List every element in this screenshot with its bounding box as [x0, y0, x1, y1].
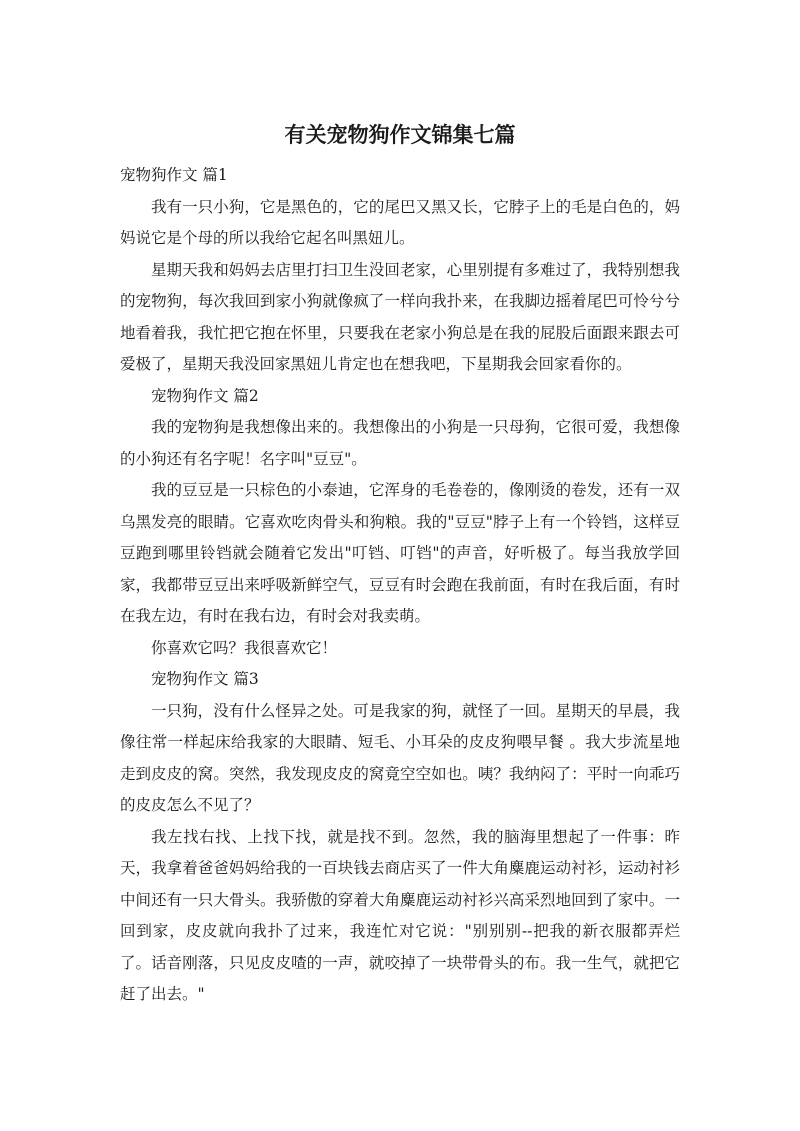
- paragraph: 我的宠物狗是我想像出来的。我想像出的小狗是一只母狗，它很可爱，我想像的小狗还有名字呢！名字叫"豆豆"。: [120, 418, 680, 468]
- paragraph: 我有一只小狗，它是黑色的，它的尾巴又黑又长，它脖子上的毛是白色的，妈妈说它是个母的所以我给它起名叫黑妞儿。: [120, 197, 680, 247]
- paragraph: 我的豆豆是一只棕色的小泰迪，它浑身的毛卷卷的，像刚烫的卷发，还有一双乌黑发亮的眼睛。它喜欢吃肉骨头和狗粮。我的"豆豆"脖子上有一个铃铛，这样豆豆跑到哪里铃铛就会随着它发出"叮铛、叮铛"的声音，好听极了。每当我放学回家，我都带豆豆出来呼吸新鲜空气，豆豆有时会跑在我前面，有时在我后面，有时在我左边，有时在我右边，有时会对我卖萌。: [120, 481, 680, 625]
- paragraph: 你喜欢它吗？我很喜欢它！: [151, 638, 338, 657]
- paragraph: 星期天我和妈妈去店里打扫卫生没回老家，心里别提有多难过了，我特别想我的宠物狗，每次我回到家小狗就像疯了一样向我扑来，在我脚边摇着尾巴可怜兮兮地看着我，我忙把它抱在怀里，只要我在老家小狗总是在我的屁股后面跟来跟去可爱极了，星期天我没回家黑妞儿肯定也在想我吧，下星期我会回家看你的。: [120, 260, 680, 373]
- section-heading: 宠物狗作文 篇1: [120, 166, 228, 184]
- document-title: 有关宠物狗作文锦集七篇: [284, 123, 516, 147]
- section-heading: 宠物狗作文 篇3: [151, 670, 259, 688]
- section-heading: 宠物狗作文 篇2: [151, 386, 259, 405]
- paragraph: 一只狗，没有什么怪异之处。可是我家的狗，就怪了一回。星期天的早晨，我像往常一样起床给我家的大眼睛、短毛、小耳朵的皮皮狗喂早餐 。我大步流星地走到皮皮的窝。突然，我发现皮皮的窝竟空空如也。咦？我纳闷了：平时一向乖巧的皮皮怎么不见了？: [120, 701, 680, 814]
- paragraph: 我左找右找、上找下找，就是找不到。忽然，我的脑海里想起了一件事：昨天，我拿着爸爸妈妈给我的一百块钱去商店买了一件大角麋鹿运动衬衫，运动衬衫中间还有一只大骨头。我骄傲的穿着大角麋鹿运动衬衫兴高采烈地回到了家中。一回到家，皮皮就向我扑了过来，我连忙对它说："别别别--把我的新衣服都弄烂了。话音刚落，只见皮皮喳的一声，就咬掉了一块带骨头的布。我一生气，就把它赶了出去。": [120, 827, 680, 1003]
- document-body: [120, 160, 680, 1011]
